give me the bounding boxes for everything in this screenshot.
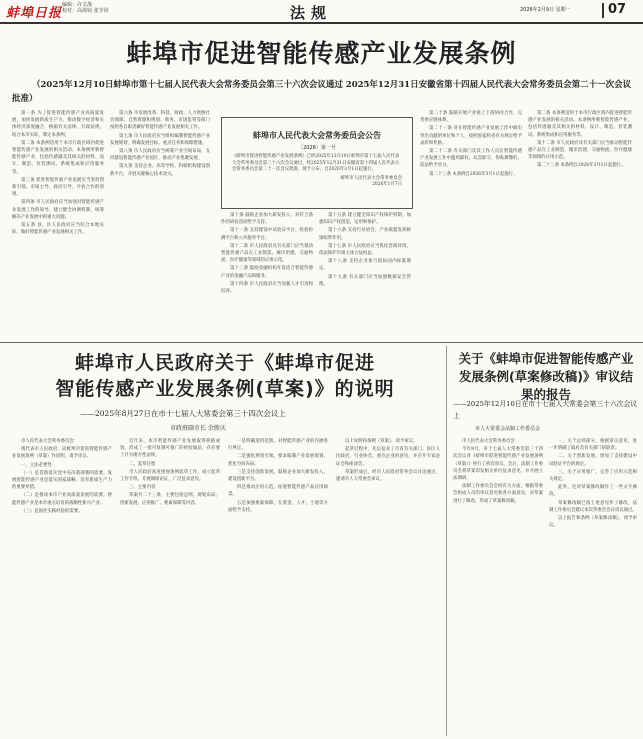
- article-paragraph: 以上说明和条例（草案），请予审议。: [345, 439, 418, 444]
- article-paragraph: 第五条 县、区人民政府应当结合本地实际，做好智能传感产业发展相关工作。: [12, 223, 104, 236]
- main-article-column: [528, 110, 632, 338]
- article-paragraph: 四是推动应用示范。拓展智能传感产品应用场景。: [228, 485, 328, 498]
- announcement-signature: 蚌埠市人民代表大会常务委员会: [340, 175, 402, 181]
- article-paragraph: 三是支持创新发展。鼓励企业加大研发投入，建设创新平台。: [228, 469, 328, 483]
- article-paragraph: 第十一条 支持建设中试验证平台、检验检测平台和公共服务平台。: [221, 228, 313, 241]
- article-paragraph: 第十二条 市人民政府及有关部门应当推动智能传感产品在工业制造、城市治理、交通物流、医疗健康等领域的应用示范。: [221, 243, 313, 264]
- article-paragraph: 第二条 本条例适用于本市行政区域内促进智能传感产业发展的相关活动。本条例所称智能传感产业，包括传感器及其相关的材料、设计、制造、封装测试、系统集成和应用服务等。: [12, 140, 104, 175]
- article-paragraph: 第十七条 市人民政府应当优化营商环境，依法保护市场主体合法权益。: [319, 243, 411, 257]
- explanation-column: [228, 438, 328, 733]
- article-paragraph: 第十三条 鼓励金融机构开发适合智能传感产业的金融产品和服务。: [221, 266, 313, 279]
- report-column: [453, 438, 543, 733]
- article-paragraph: 第十六条 支持行业协会、产业联盟发挥桥梁纽带作用。: [319, 228, 411, 241]
- main-article-column: [12, 110, 104, 338]
- article-paragraph: 第二十二条 有关部门及其工作人员在智能传感产业发展工作中滥用职权、玩忽职守、徇私舞弊的，依法给予处分。: [420, 149, 522, 169]
- report-article-subtitle: ——2025年12月10日在市十七届人大常委会第三十六次会议上: [453, 400, 638, 420]
- article-paragraph: 起草过程中，先后征求了市直有关部门、县区人民政府、行业协会、重点企业的意见，并召开专家论证会和座谈会。: [336, 447, 440, 467]
- explanation-article-subtitle: ——2025年8月27日在市十七届人大常委会第三十四次会议上: [80, 409, 286, 418]
- article-paragraph: 第八条 市人民政府应当统筹产业空间布局，支持建设智能传感产业园区，推动产业集聚发展。: [110, 149, 210, 162]
- article-paragraph: 第十八条 支持企业参与国际国内标准制定。: [319, 259, 411, 272]
- article-paragraph: 第一条 为了促进智能传感产业高质量发展，加快发展新质生产力，推动数字经济和实体经济深度融合，根据有关法律、行政法规，结合本市实际，制定本条例。: [12, 111, 104, 138]
- masthead: [0, 0, 643, 24]
- announcement-number: 〔2026〕第一号: [298, 145, 336, 151]
- article-paragraph: 二是强化规划引领。要求编制产业发展规划，优化空间布局。: [228, 454, 328, 467]
- article-paragraph: 第十二条 市人民政府及有关部门应当推动智能传感产品在工业制造、城市治理、交通物流、医疗健康等领域的应用示范。: [528, 140, 632, 161]
- article-paragraph: 第四条 市人民政府应当加强对智能传感产业发展工作的领导，建立健全协调机制，统筹解决产业发展中的重大问题。: [12, 200, 104, 220]
- article-paragraph: 五是加强要素保障。在资金、人才、土地等方面给予支持。: [228, 500, 328, 513]
- editor-line: 编辑：许文战: [62, 2, 93, 8]
- explanation-column: [120, 438, 220, 733]
- explanation-title-line2: 智能传感产业发展条例(草案)》的说明: [55, 378, 395, 400]
- proof-line: 校对：高海钩 张学同: [62, 8, 109, 14]
- main-article-title: 蚌埠市促进智能传感产业发展条例: [126, 39, 517, 68]
- article-paragraph: 一是明确适用范围。对智能传感产业的内涵进行界定。: [228, 439, 328, 452]
- article-paragraph: 法制工作委员会会同有关方面，根据常委会组成人员的审议意见和各方面意见，对草案进行了修改，形成了草案修改稿。: [453, 484, 543, 504]
- article-paragraph: 三、主要内容: [129, 485, 156, 491]
- article-paragraph: （三）是固化实践经验的需要。: [21, 508, 83, 514]
- article-paragraph: 草案形成后，经市人民政府常务会议讨论通过，提请市人大常委会审议。: [336, 469, 440, 483]
- article-paragraph: 第六条 市发展改革、科技、财政、人力资源社会保障、自然资源和规划、商务、市场监管等部门按照各自职责做好智能传感产业发展相关工作。: [110, 111, 210, 131]
- article-paragraph: 第二十一条 对在智能传感产业发展工作中做出突出贡献的单位和个人，按照国家和省有关规定给予表彰和奖励。: [420, 126, 522, 146]
- article-paragraph: 市人民代表大会常务委员会：: [462, 439, 520, 444]
- article-paragraph: 以上报告和条例（草案修改稿），请予审议。: [549, 516, 637, 529]
- article-paragraph: 第九条 支持企业、高等学校、科研机构建设创新平台，开展关键核心技术攻关。: [110, 164, 210, 177]
- article-paragraph: 第十四条 市人民政府应当加强人才引进和培养。: [221, 281, 313, 295]
- article-paragraph: 二、关于创新发展。增加了支持建设中试验证平台的规定。: [549, 454, 637, 467]
- article-paragraph: 第十条 鼓励企业加大研发投入，对符合条件的研发活动给予支持。: [221, 213, 313, 226]
- main-article-column: [110, 110, 210, 338]
- announcement-box: [221, 117, 413, 209]
- column-divider: [446, 346, 447, 736]
- explanation-column: [336, 438, 440, 733]
- announcement-title: 蚌埠市人民代表大会常务委员会公告: [253, 131, 381, 140]
- report-article-author: 市人大常委会法制工作委员会: [475, 426, 541, 432]
- article-paragraph: 第三条 促进智能传感产业发展应当坚持创新引领、市场主导、政府引导、开放合作的原则。: [12, 177, 104, 198]
- main-article-column: [319, 212, 411, 338]
- article-paragraph: 二、起草过程: [129, 461, 156, 467]
- article-paragraph: 三、关于应用推广。完善了应用示范相关规定。: [549, 469, 637, 483]
- article-paragraph: 草案共二十三条，主要包括总则、规划布局、创新发展、应用推广、要素保障等内容。: [120, 493, 220, 506]
- announcement-date: 2026年1月7日: [372, 182, 402, 188]
- article-paragraph: 第二十三条 本条例自2026年3月1日起施行。: [429, 171, 518, 177]
- article-paragraph: 市人民代表大会常务委员会：: [21, 439, 79, 444]
- article-paragraph: 第十五条 建立健全知识产权保护机制，加强知识产权创造、运用和保护。: [319, 213, 411, 226]
- explanation-article-author: 市政府副市长 余胜庆: [170, 425, 226, 432]
- explanation-title-line1: 蚌埠市人民政府关于《蚌埠市促进: [74, 352, 375, 374]
- report-article-title: 关于《蚌埠市促进智能传感产业发展条例(草案修改稿)》审议结果的报告: [458, 351, 634, 402]
- section-divider: [0, 342, 643, 343]
- main-article-column: [420, 110, 522, 338]
- issue-date: 2026年2月9日 星期一: [520, 7, 571, 13]
- article-paragraph: 第二条 本条例适用于本市行政区域内促进智能传感产业发展的相关活动。本条例所称智能传感产业，包括传感器及其相关的材料、设计、制造、封装测试、系统集成和应用服务等。: [528, 111, 632, 138]
- main-article-column: [221, 212, 313, 338]
- page-number: 07: [608, 2, 627, 17]
- article-paragraph: 市人民政府高度重视条例起草工作，成立起草工作专班，开展调研论证，广泛征求意见。: [120, 469, 220, 483]
- article-paragraph: 今年8月，市十七届人大常委会第三十四次会议对《蚌埠市促进智能传感产业发展条例（草案）》进行了初次审议。会后，法制工作委员会将草案印发相关单位征求意见，并开展立法调研。: [453, 447, 543, 482]
- article-paragraph: 第二十三条 本条例自2026年3月1日起施行。: [537, 163, 626, 169]
- article-paragraph: 第七条 市人民政府应当组织编制智能传感产业发展规划，明确发展目标、重点任务和保障措施。: [110, 133, 210, 146]
- newspaper-logo: 蚌埠日报: [6, 6, 63, 21]
- announcement-body: [232, 154, 402, 189]
- editor-info: [62, 2, 109, 14]
- explanation-article-title: [10, 350, 440, 402]
- section-title: 法规: [290, 4, 333, 22]
- explanation-column: [12, 438, 112, 733]
- article-paragraph: 此外，还对草案修改稿作了一些文字修改。: [549, 485, 637, 498]
- article-paragraph: （二）是推动本市产业高质量发展的需要。智能传感产业是本市重点培育的战略性新兴产业。: [12, 493, 112, 506]
- report-column: [549, 438, 637, 733]
- article-paragraph: 一、立法必要性: [21, 462, 52, 468]
- article-paragraph: 现代表市人民政府，向蚌埠市促进智能传感产业发展条例（草案）作说明，请予审议。: [12, 447, 112, 460]
- masthead-divider: [602, 3, 604, 18]
- announcement-text: 《蚌埠市促进智能传感产业发展条例》已经2025年12月10日蚌埠市第十七届人民代表大会常务委员会第三十六次会议通过，经2025年12月31日安徽省第十四届人民代表大会常务委员会第二十一次会议批准，现予公布，自2026年3月1日起施行。: [232, 154, 400, 173]
- article-paragraph: （一）是贯彻落实党中央决策部署的需要。发展智能传感产业是落实国家战略、培育新质生产力的重要举措。: [12, 470, 112, 491]
- article-paragraph: 草案修改稿已按上述意见作了修改，法制工作委员会建议本次常委会会议审议通过。: [549, 500, 637, 513]
- article-paragraph: 第二十条 鼓励开展产业链上下游协同合作，完善供应链体系。: [420, 111, 522, 124]
- article-paragraph: 第十九条 有关部门应当加强数据安全管理。: [319, 274, 411, 287]
- main-article-subtitle: （2025年12月10日蚌埠市第十七届人民代表大会常务委员会第三十六次会议通过 2025年12月31日安徽省第十四届人民代表大会常务委员会第二十一次会议批准）: [12, 80, 632, 104]
- article-paragraph: 近年来，本市智能传感产业发展取得积极成效，形成了一批可复制可推广的经验做法，有必要上升为地方性法规。: [120, 439, 220, 459]
- article-paragraph: 一、关于总则部分。根据审议意见，进一步明确了政府及有关部门的职责。: [549, 439, 637, 452]
